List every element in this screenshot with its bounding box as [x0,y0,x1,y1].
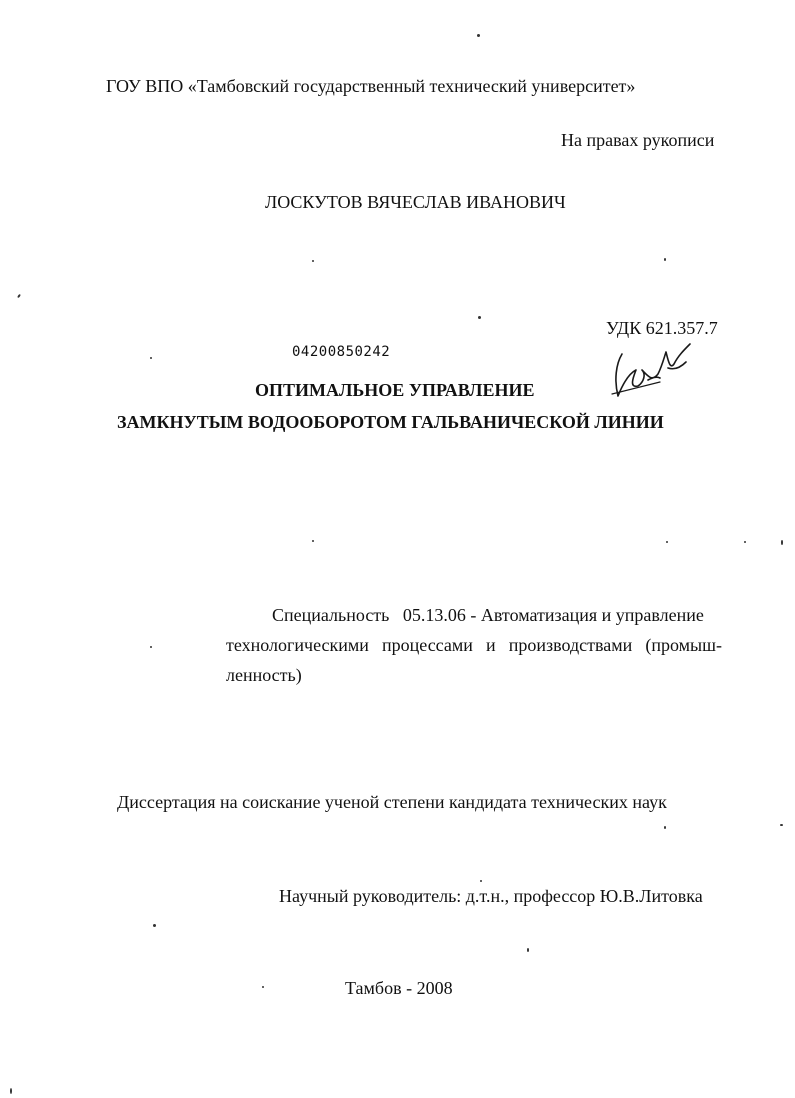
library-stamp-code: 04200850242 [292,344,391,360]
scan-speck [10,1088,12,1094]
specialty-label: Специальность [272,605,390,625]
scan-speck [527,948,529,952]
udk-code: УДК 621.357.7 [606,318,718,338]
signature-icon [608,340,694,402]
scan-speck [744,541,746,543]
scan-speck [480,880,482,882]
scan-speck [150,357,152,359]
dissertation-title-line-2: ЗАМКНУТЫМ ВОДООБОРОТОМ ГАЛЬВАНИЧЕСКОЙ ЛИНИИ [117,412,664,432]
scan-speck [780,824,783,826]
scan-speck [312,540,314,542]
scan-speck [312,260,314,262]
scan-speck [153,924,156,927]
manuscript-rights-note: На правах рукописи [561,130,715,150]
scan-speck [17,294,21,298]
place-and-year: Тамбов - 2008 [345,978,453,998]
scientific-supervisor: Научный руководитель: д.т.н., профессор Ю.В.Литовка [279,886,703,906]
institution-header: ГОУ ВПО «Тамбовский государственный технический университет» [106,76,636,96]
scan-speck [664,258,666,261]
specialty-line-2: технологическими процессами и производствами (промыш- [226,635,722,655]
scan-speck [477,34,480,37]
scan-speck [150,646,152,648]
dissertation-statement: Диссертация на соискание ученой степени кандидата технических наук [117,792,667,812]
specialty-code: 05.13.06 [402,605,466,625]
scan-speck [666,541,668,543]
scan-speck [478,316,481,319]
scan-speck [781,540,783,545]
author-name: ЛОСКУТОВ ВЯЧЕСЛАВ ИВАНОВИЧ [265,192,566,212]
specialty-line-3: ленность) [226,665,302,685]
dissertation-title-line-1: ОПТИМАЛЬНОЕ УПРАВЛЕНИЕ [255,380,535,400]
specialty-name-start: - Автоматизация и управление [470,605,704,625]
scan-speck [664,826,666,829]
specialty-line-1 [226,600,722,630]
scan-speck [262,986,264,988]
specialty-block [226,600,722,690]
